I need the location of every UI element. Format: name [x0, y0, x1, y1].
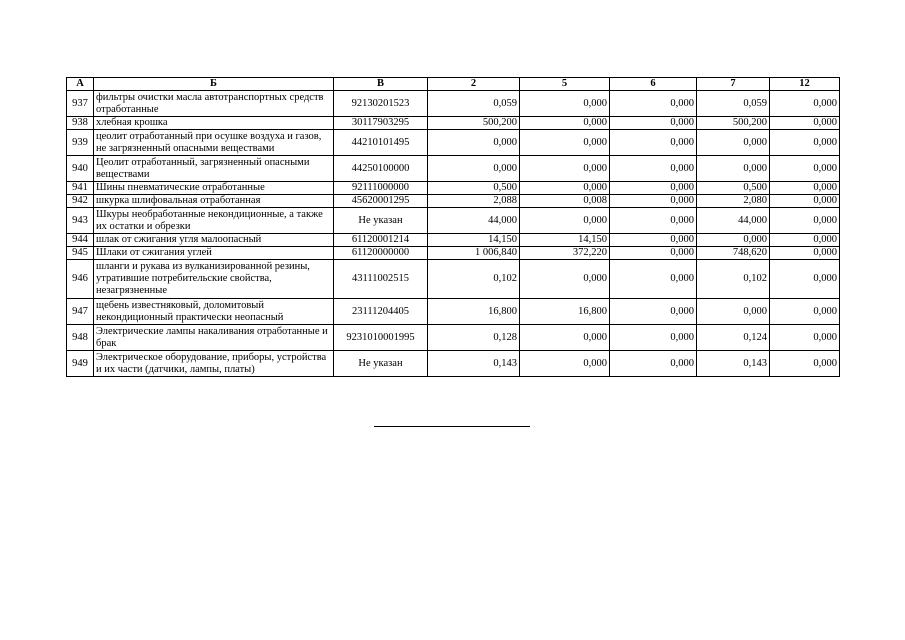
table-row: [67, 208, 840, 234]
table-row: [67, 299, 840, 325]
value-col-2: 16,800: [428, 299, 520, 325]
row-number: 942: [67, 195, 94, 208]
value-col-6: 0,000: [610, 234, 697, 247]
value-col-6: 0,000: [610, 117, 697, 130]
value-col-12: 0,000: [770, 195, 840, 208]
value-col-5: 0,000: [520, 130, 610, 156]
waste-name: Шлаки от сжигания углей: [94, 247, 334, 260]
value-col-7: 0,000: [697, 156, 770, 182]
value-col-6: 0,000: [610, 156, 697, 182]
waste-code: Не указан: [334, 351, 428, 377]
value-col-5: 0,000: [520, 260, 610, 299]
value-col-12: 0,000: [770, 325, 840, 351]
footer-separator-line: [374, 426, 530, 427]
value-col-6: 0,000: [610, 247, 697, 260]
waste-name: щебень известняковый, доломитовый некондиционный практически неопасный: [94, 299, 334, 325]
value-col-6: 0,000: [610, 208, 697, 234]
value-col-6: 0,000: [610, 299, 697, 325]
table-row: [67, 182, 840, 195]
value-col-6: 0,000: [610, 91, 697, 117]
value-col-7: 0,102: [697, 260, 770, 299]
value-col-7: 0,000: [697, 299, 770, 325]
table-row: [67, 260, 840, 299]
waste-code: 43111002515: [334, 260, 428, 299]
value-col-12: 0,000: [770, 182, 840, 195]
table-row: [67, 91, 840, 117]
value-col-5: 0,000: [520, 156, 610, 182]
waste-name: шлак от сжигания угля малоопасный: [94, 234, 334, 247]
waste-code: 61120000000: [334, 247, 428, 260]
row-number: 945: [67, 247, 94, 260]
waste-code: 45620001295: [334, 195, 428, 208]
value-col-5: 372,220: [520, 247, 610, 260]
header-2: 2: [428, 78, 520, 91]
table-row: [67, 247, 840, 260]
value-col-5: 0,000: [520, 351, 610, 377]
waste-table: [66, 77, 840, 377]
value-col-6: 0,000: [610, 351, 697, 377]
row-number: 949: [67, 351, 94, 377]
value-col-7: 0,143: [697, 351, 770, 377]
row-number: 939: [67, 130, 94, 156]
header-v: В: [334, 78, 428, 91]
value-col-7: 0,124: [697, 325, 770, 351]
value-col-7: 500,200: [697, 117, 770, 130]
waste-name: фильтры очистки масла автотранспортных средств отработанные: [94, 91, 334, 117]
table-row: [67, 195, 840, 208]
value-col-2: 1 006,840: [428, 247, 520, 260]
table-row: [67, 130, 840, 156]
header-b: Б: [94, 78, 334, 91]
value-col-5: 14,150: [520, 234, 610, 247]
value-col-7: 2,080: [697, 195, 770, 208]
waste-name: хлебная крошка: [94, 117, 334, 130]
header-a: А: [67, 78, 94, 91]
waste-name: Цеолит отработанный, загрязненный опасными веществами: [94, 156, 334, 182]
value-col-2: 2,088: [428, 195, 520, 208]
value-col-12: 0,000: [770, 351, 840, 377]
value-col-12: 0,000: [770, 247, 840, 260]
table-row: [67, 325, 840, 351]
waste-name: шкурка шлифовальная отработанная: [94, 195, 334, 208]
table-row: [67, 234, 840, 247]
value-col-2: 0,500: [428, 182, 520, 195]
value-col-5: 0,000: [520, 182, 610, 195]
value-col-7: 0,500: [697, 182, 770, 195]
waste-name: цеолит отработанный при осушке воздуха и газов, не загрязненный опасными веществами: [94, 130, 334, 156]
waste-code: 92130201523: [334, 91, 428, 117]
header-7: 7: [697, 78, 770, 91]
value-col-12: 0,000: [770, 91, 840, 117]
value-col-7: 748,620: [697, 247, 770, 260]
waste-name: Электрическое оборудование, приборы, устройства и их части (датчики, лампы, платы): [94, 351, 334, 377]
row-number: 948: [67, 325, 94, 351]
row-number: 937: [67, 91, 94, 117]
row-number: 944: [67, 234, 94, 247]
row-number: 941: [67, 182, 94, 195]
waste-code: 9231010001995: [334, 325, 428, 351]
value-col-12: 0,000: [770, 299, 840, 325]
header-6: 6: [610, 78, 697, 91]
header-row: [67, 78, 840, 91]
value-col-7: 0,000: [697, 130, 770, 156]
header-5: 5: [520, 78, 610, 91]
value-col-12: 0,000: [770, 130, 840, 156]
value-col-6: 0,000: [610, 130, 697, 156]
waste-name: Электрические лампы накаливания отработанные и брак: [94, 325, 334, 351]
value-col-5: 16,800: [520, 299, 610, 325]
waste-code: 61120001214: [334, 234, 428, 247]
value-col-7: 44,000: [697, 208, 770, 234]
value-col-2: 0,128: [428, 325, 520, 351]
waste-name: Шкуры необработанные некондиционные, а также их остатки и обрезки: [94, 208, 334, 234]
value-col-12: 0,000: [770, 156, 840, 182]
value-col-5: 0,008: [520, 195, 610, 208]
table-row: [67, 117, 840, 130]
value-col-2: 500,200: [428, 117, 520, 130]
value-col-2: 0,102: [428, 260, 520, 299]
value-col-2: 0,059: [428, 91, 520, 117]
value-col-6: 0,000: [610, 260, 697, 299]
value-col-12: 0,000: [770, 208, 840, 234]
value-col-2: 0,000: [428, 156, 520, 182]
waste-name: Шины пневматические отработанные: [94, 182, 334, 195]
waste-code: 30117903295: [334, 117, 428, 130]
value-col-5: 0,000: [520, 91, 610, 117]
waste-code: Не указан: [334, 208, 428, 234]
value-col-12: 0,000: [770, 260, 840, 299]
value-col-5: 0,000: [520, 325, 610, 351]
header-12: 12: [770, 78, 840, 91]
waste-name: шланги и рукава из вулканизированной резины, утратившие потребительские свойства, незагрязненные: [94, 260, 334, 299]
waste-code: 23111204405: [334, 299, 428, 325]
value-col-2: 0,000: [428, 130, 520, 156]
value-col-7: 0,000: [697, 234, 770, 247]
row-number: 938: [67, 117, 94, 130]
waste-code: 92111000000: [334, 182, 428, 195]
value-col-2: 0,143: [428, 351, 520, 377]
row-number: 947: [67, 299, 94, 325]
waste-code: 44250100000: [334, 156, 428, 182]
row-number: 943: [67, 208, 94, 234]
row-number: 940: [67, 156, 94, 182]
row-number: 946: [67, 260, 94, 299]
waste-code: 44210101495: [334, 130, 428, 156]
value-col-2: 14,150: [428, 234, 520, 247]
value-col-6: 0,000: [610, 325, 697, 351]
table-row: [67, 156, 840, 182]
value-col-6: 0,000: [610, 182, 697, 195]
value-col-5: 0,000: [520, 208, 610, 234]
value-col-2: 44,000: [428, 208, 520, 234]
value-col-5: 0,000: [520, 117, 610, 130]
value-col-12: 0,000: [770, 234, 840, 247]
value-col-6: 0,000: [610, 195, 697, 208]
table-row: [67, 351, 840, 377]
value-col-7: 0,059: [697, 91, 770, 117]
value-col-12: 0,000: [770, 117, 840, 130]
